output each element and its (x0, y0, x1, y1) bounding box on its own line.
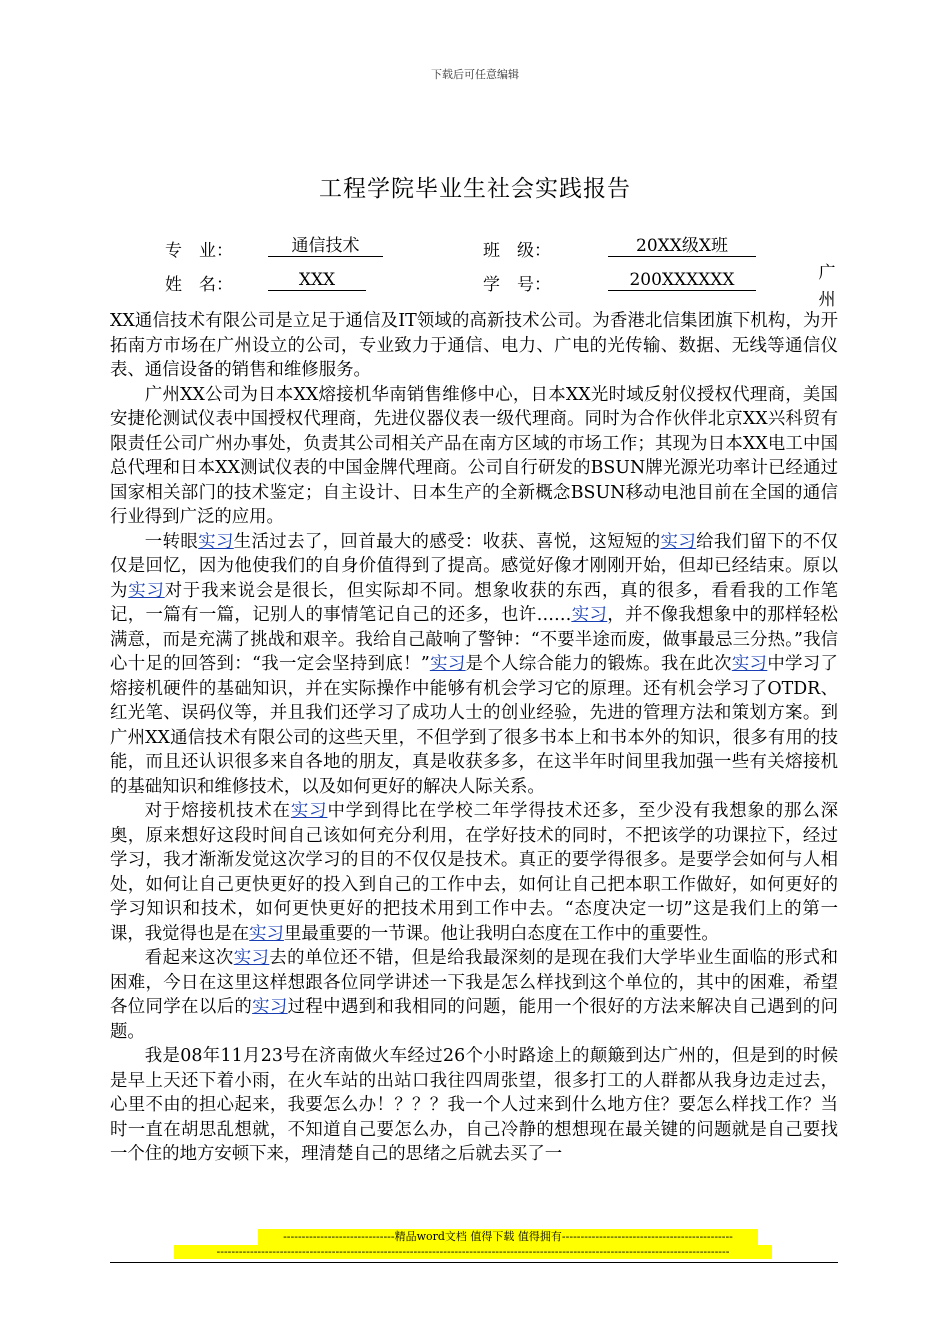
text-run: 去的单位还不错，但是给我最深刻的是现在我们大学毕业生面临的形式和困难，今日在这里这样想跟各位同学讲述一下我是怎么样找到这个单位的，其中的困难，希望各位同学在以后的 (110, 948, 838, 1017)
internship-link[interactable]: 实习 (731, 654, 768, 674)
text-run: 一转眼 (144, 531, 199, 552)
name-label: 姓 名： (165, 275, 233, 295)
internship-link[interactable]: 实习 (429, 654, 466, 674)
text-run: 看起来这次 (144, 948, 234, 968)
internship-link[interactable]: 实习 (233, 948, 270, 968)
internship-link[interactable]: 实习 (660, 531, 697, 552)
header-note: 下载后可任意编辑 (431, 68, 519, 81)
paragraph-5 (110, 946, 838, 1044)
footer-banner: ------------------------------精品word文档 值得下载 值得拥有---------------------------------------------- (258, 1229, 758, 1245)
text-run: 中学到得比在学校二年学得技术还多，至少没有我想象的那么深奥，原来想好这段时间自己该如何充分利用，在学好技术的同时，不把该学的功课拉下，经过学习，我才渐渐发觉这次学习的目的不仅仅是技术。真正的要学得很多。是要学会如何与人相处，如何让自己更快更好的投入到自己的工作中去，如何让自己把本职工作做好，如何更好的学习知识和技术，如何更快更好的把技术用到工作中去。“态度决定一切”这是我们上的第一课，我觉得也是在 (110, 801, 838, 944)
paragraph-6: 我是08年11月23号在济南做火车经过26个小时路途上的颠簸到达广州的，但是到的时候是早上天还下着小雨，在火车站的出站口我往四周张望，很多打工的人群都从我身边走过去，心里不由的担心起来，我要怎么办！？？？我一个人过来到什么地方住？要怎么样找工作？当时一直在胡思乱想就，不知道自己要怎么办，自己冷静的想想现在最关键的问题就是自己要找一个住的地方安顿下来，理清楚自己的思绪之后就去买了一 (110, 1046, 838, 1164)
side-char: 州 (818, 290, 836, 310)
page-title: 工程学院毕业生社会实践报告 (319, 176, 631, 202)
internship-link[interactable]: 实习 (249, 923, 284, 944)
text-run: 对于熔接机技术在 (144, 801, 291, 821)
text-run: 过程中遇到和我相同的问题，能用一个很好的方法来解决自己遇到的问题。 (110, 997, 838, 1042)
student-id-value: 200XXXXXX (608, 270, 756, 291)
text-run: 是个人综合能力的锻炼。我在此次 (465, 654, 732, 674)
class-label: 班 级： (483, 241, 551, 261)
internship-link[interactable]: 实习 (128, 580, 165, 601)
paragraph-4 (110, 799, 838, 946)
internship-link[interactable]: 实习 (571, 605, 608, 625)
internship-link[interactable]: 实习 (290, 801, 328, 821)
internship-link[interactable]: 实习 (198, 531, 234, 552)
class-value: 20XX级X班 (608, 236, 756, 257)
name-value: XXX (268, 270, 366, 291)
text-run: 给我们留下的不仅仅是回忆，因为他使我们的自身价值得到了提高。感觉好像才刚刚开始，但却已经结束。原以为 (110, 531, 838, 601)
footer-dash-line: ------------------------------------------------------------------------------------------------------------------------------------------ (174, 1245, 772, 1259)
side-text (818, 260, 836, 314)
internship-link[interactable]: 实习 (252, 997, 288, 1017)
text-run: ，并不像我想象中的那样轻松满意，而是充满了挑战和艰辛。我给自己敲响了警钟：“不要半途而废，做事最忌三分热。”我信心十足的回答到：“我一定会坚持到底！” (110, 605, 838, 674)
text-run: 对于我来说会是很长，但实际却不同。想象收获的东西，真的很多，看看我的工作笔记，一篇有一篇，记别人的事情笔记自己的还多，也许…… (110, 580, 838, 625)
text-run: 里最重要的一节课。他让我明白态度在工作中的重要性。 (283, 923, 719, 944)
paragraph-3 (110, 530, 838, 800)
text-run: 中学习了熔接机硬件的基础知识，并在实际操作中能够有机会学习它的原理。还有机会学习了OTDR、红光笔、误码仪等，并且我们还学习了成功人士的创业经验，先进的管理方法和策划方案。到广州XX通信技术有限公司的这些天里，不但学到了很多书本上和书本外的知识，很多有用的技能，而且还认识很多来自各地的朋友，真是收获多多，在这半年时间里我加强一些有关熔接机的基础知识和维修技术，以及如何更好的解决人际关系。 (110, 654, 838, 797)
major-label: 专 业： (165, 241, 233, 261)
paragraph-1: XX通信技术有限公司是立足于通信及IT领域的高新技术公司。为香港北信集团旗下机构，为开拓南方市场在广州设立的公司，专业致力于通信、电力、广电的光传输、数据、无线等通信仪表、通信设备的销售和维修服务。 (110, 311, 838, 380)
paragraph-2: 广州XX公司为日本XX熔接机华南销售维修中心，日本XX光时域反射仪授权代理商，美国安捷伦测试仪表中国授权代理商，先进仪器仪表一级代理商。同时为合作伙伴北京XX兴科贸有限责任公司广州办事处，负责其公司相关产品在南方区域的市场工作；其现为日本XX电工中国总代理和日本XX测试仪表的中国金牌代理商。公司自行研发的BSUN牌光源光功率计已经通过国家相关部门的技术鉴定；自主设计、日本生产的全新概念BSUN移动电池目前在全国的通信行业得到广泛的应用。 (110, 384, 838, 527)
side-char: 广 (818, 263, 836, 283)
footer-rule (110, 1262, 838, 1263)
report-body (110, 309, 838, 1167)
major-value: 通信技术 (268, 236, 383, 257)
text-run: 生活过去了，回首最大的感受：收获、喜悦，这短短的 (233, 531, 661, 552)
student-id-label: 学 号： (483, 275, 551, 295)
